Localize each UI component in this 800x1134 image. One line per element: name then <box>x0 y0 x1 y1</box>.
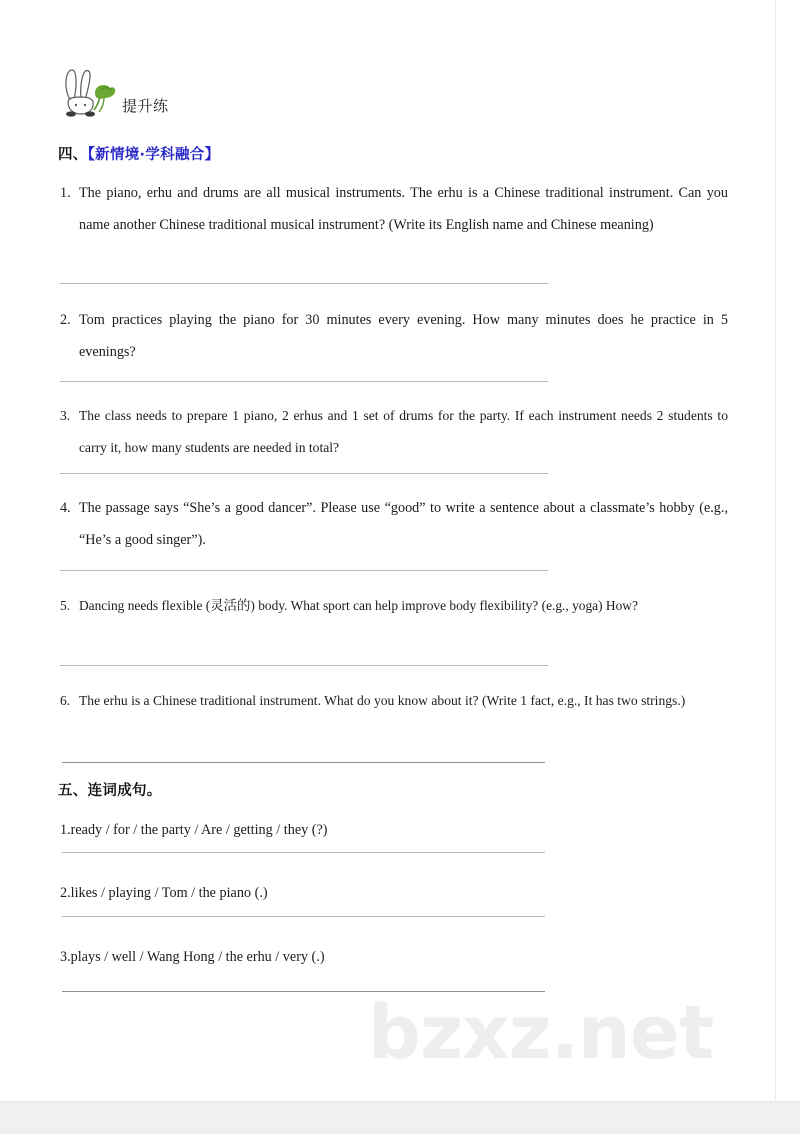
page-edge-bottom <box>0 1101 800 1134</box>
scramble-item-1 <box>60 817 728 843</box>
page-edge-right <box>775 0 776 1104</box>
answer-line-q1[interactable] <box>60 283 548 284</box>
answer-line-s1[interactable] <box>62 852 545 853</box>
question-3-number: 3. <box>60 408 71 423</box>
badge-label: 提升练 <box>122 97 169 115</box>
answer-line-q6[interactable] <box>62 762 545 763</box>
question-1 <box>60 178 728 241</box>
answer-line-q2[interactable] <box>60 381 548 382</box>
section-five-heading <box>58 779 162 800</box>
question-5-text: Dancing needs flexible (灵活的) body. What sport can help improve body flexibility? (e.g., yoga) How? <box>79 598 638 613</box>
scramble-item-3-number: 3. <box>60 949 71 965</box>
question-4 <box>60 493 728 556</box>
site-watermark: bzxz.net <box>368 990 714 1076</box>
scramble-item-1-number: 1. <box>60 822 71 838</box>
question-6-number: 6. <box>60 693 71 708</box>
question-3-text: The class needs to prepare 1 piano, 2 erhus and 1 set of drums for the party. If each instrument needs 2 students to carry it, how many students are needed in total? <box>79 408 728 455</box>
section-four-title: 【新情境·学科融合】 <box>87 147 220 163</box>
question-2-text: Tom practices playing the piano for 30 minutes every evening. How many minutes does he practice in 5 evenings? <box>79 312 728 360</box>
answer-line-q4[interactable] <box>60 570 548 571</box>
section-five-title: 连词成句。 <box>87 783 162 799</box>
question-1-text: The piano, erhu and drums are all musical instruments. The erhu is a Chinese traditional instrument. Can you name another Chinese traditional musical instrument? (Write its English name and Chinese meaning) <box>79 185 728 233</box>
section-four-number: 四、 <box>58 147 88 163</box>
scramble-item-1-text: ready / for / the party / Are / getting / they (?) <box>70 822 328 838</box>
question-2-number: 2. <box>60 312 71 328</box>
question-5-number: 5. <box>60 598 71 613</box>
scramble-item-2 <box>60 880 728 906</box>
question-5 <box>60 590 728 622</box>
scramble-item-2-number: 2. <box>60 885 71 901</box>
section-badge <box>60 66 169 118</box>
rabbit-icon <box>60 68 116 118</box>
question-2 <box>60 305 728 368</box>
answer-line-s2[interactable] <box>62 916 545 917</box>
scramble-item-2-text: likes / playing / Tom / the piano (.) <box>70 885 268 901</box>
scramble-item-3 <box>60 944 728 970</box>
section-four-heading <box>58 143 219 164</box>
question-1-number: 1. <box>60 185 71 201</box>
answer-line-q3[interactable] <box>60 473 548 474</box>
section-five-number: 五、 <box>58 783 88 799</box>
scramble-item-3-text: plays / well / Wang Hong / the erhu / very (.) <box>70 949 325 965</box>
question-6-text: The erhu is a Chinese traditional instrument. What do you know about it? (Write 1 fact, e.g., It has two strings.) <box>79 693 686 708</box>
question-6 <box>60 685 728 717</box>
question-3 <box>60 400 728 463</box>
question-4-number: 4. <box>60 500 71 516</box>
question-4-text: The passage says “She’s a good dancer”. Please use “good” to write a sentence about a classmate’s hobby (e.g., “He’s a good singer”). <box>79 500 728 548</box>
answer-line-q5[interactable] <box>60 665 548 666</box>
